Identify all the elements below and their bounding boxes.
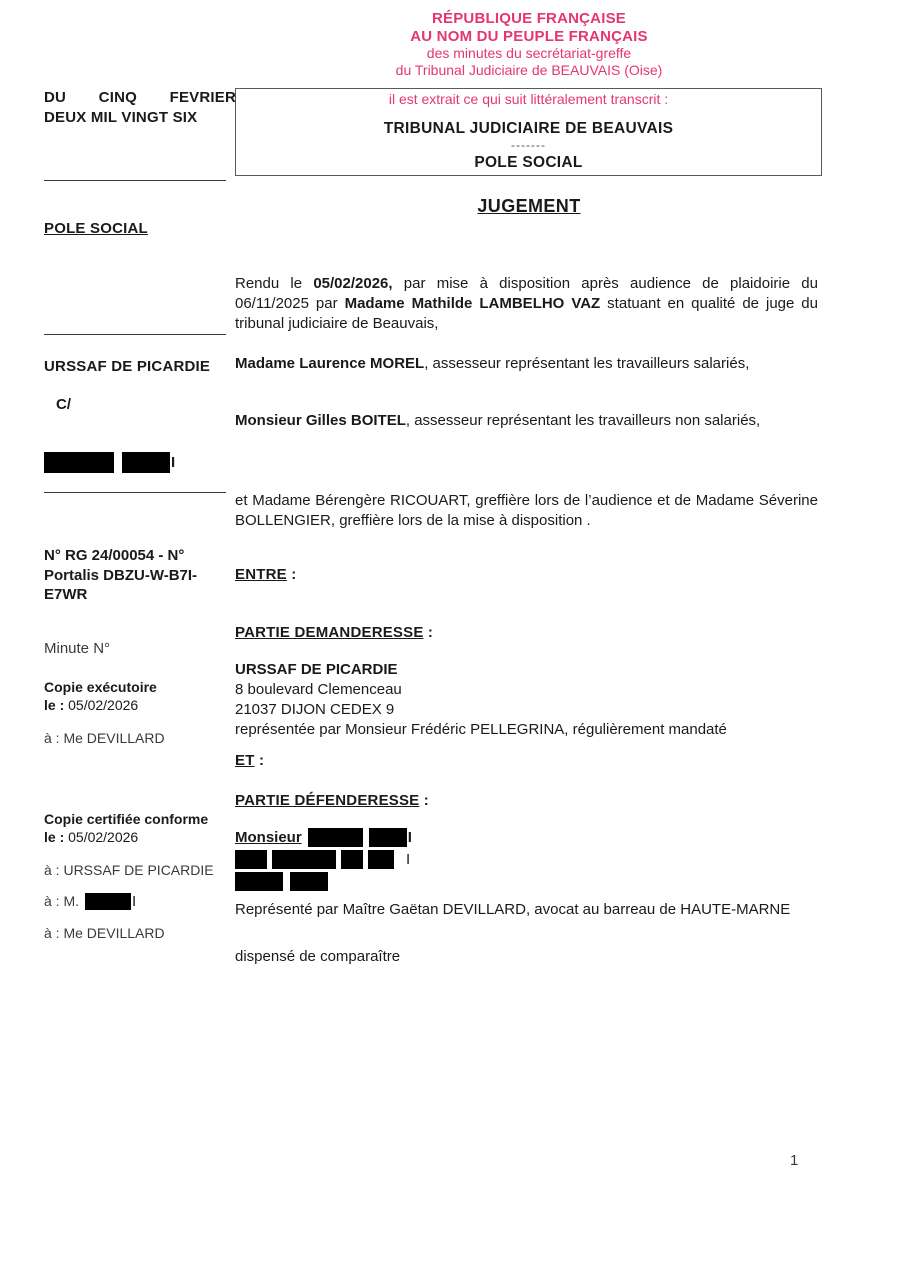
entre-colon: : <box>286 566 297 583</box>
demandeur-address-1: 8 boulevard Clemenceau <box>235 680 402 698</box>
copie-conforme-recipient-2 <box>44 893 244 910</box>
judgment-date-line1: DU CINQ FEVRIER <box>44 89 236 106</box>
defendeur-address-line-2 <box>235 870 818 892</box>
rendu-post: statuant en qualité de juge du tribunal judiciaire de Beauvais, <box>235 295 818 333</box>
et-label: ET <box>235 752 255 769</box>
redaction-tail-glyph: I <box>171 454 176 471</box>
judgment-date-line2: DEUX MIL VINGT SIX <box>44 108 198 126</box>
copie-executoire-title <box>44 678 244 715</box>
page-number: 1 <box>790 1152 799 1169</box>
redaction-tail-glyph: I <box>406 850 411 868</box>
margin-date-block <box>44 88 236 128</box>
stamp-line-tribunal: du Tribunal Judiciaire de BEAUVAIS (Oise) <box>395 61 663 78</box>
paragraph-rendu <box>235 274 818 334</box>
tribunal-separator: ------- <box>511 138 546 152</box>
redaction-bar <box>122 452 170 473</box>
rendu-date: 05/02/2026, <box>313 275 393 292</box>
stamp-line-extrait: il est extrait ce qui suit littéralement transcrit : <box>388 91 669 107</box>
redaction-bar <box>341 850 363 869</box>
copie-conforme-block <box>44 810 244 941</box>
redaction-bar <box>368 850 394 869</box>
assessor-1-name: Madame Laurence MOREL <box>235 355 425 372</box>
copie-executoire-recipient: à : Me DEVILLARD <box>44 729 165 746</box>
republique-stamp <box>235 10 823 78</box>
margin-pole-social: POLE SOCIAL <box>44 220 148 237</box>
copie-conforme-date-label: le : <box>44 829 69 846</box>
stamp-line-republique: RÉPUBLIQUE FRANÇAISE <box>431 10 626 27</box>
tribunal-title: TRIBUNAL JUDICIAIRE DE BEAUVAIS <box>383 120 674 137</box>
margin-versus: C/ <box>56 396 71 413</box>
redaction-bar <box>44 452 114 473</box>
block-demandeur <box>235 660 818 740</box>
margin-divider-2 <box>44 334 226 335</box>
copie-conforme-recipient-2-prefix: à : M. <box>44 893 80 910</box>
tribunal-subtitle: POLE SOCIAL <box>474 153 583 171</box>
redaction-bar <box>235 850 267 869</box>
assessor-2-role: , assesseur représentant les travailleurs non salariés, <box>405 412 761 429</box>
copie-executoire-date-label: le : <box>44 697 69 714</box>
defenderesse-label: PARTIE DÉFENDERESSE <box>235 792 420 809</box>
stamp-line-minutes: des minutes du secrétariat-greffe <box>426 45 632 62</box>
paragraph-assessor-2 <box>235 411 818 431</box>
redaction-bar <box>308 828 363 847</box>
copie-executoire-label: Copie exécutoire <box>44 679 157 695</box>
defendeur-name-line <box>235 826 818 848</box>
assessor-1-role: , assesseur représentant les travailleurs salariés, <box>424 355 750 372</box>
copie-executoire-block <box>44 678 244 746</box>
redaction-tail-glyph: I <box>132 892 137 910</box>
demanderesse-colon: : <box>423 624 434 641</box>
block-defendeur <box>235 826 818 892</box>
copie-executoire-date: 05/02/2026 <box>68 697 139 714</box>
paragraph-defendeur-avocat: Représenté par Maître Gaëtan DEVILLARD, avocat au barreau de HAUTE-MARNE <box>235 901 791 918</box>
redaction-bar <box>85 893 131 910</box>
copie-conforme-label: Copie certifiée conforme <box>44 811 209 827</box>
tribunal-box <box>235 88 822 176</box>
paragraph-dispense: dispensé de comparaître <box>235 948 401 965</box>
copie-conforme-recipient-1: à : URSSAF DE PICARDIE <box>44 861 214 878</box>
copie-conforme-date: 05/02/2026 <box>68 829 139 846</box>
demandeur-address-2: 21037 DIJON CEDEX 9 <box>235 700 395 718</box>
margin-party-urssaf: URSSAF DE PICARDIE <box>44 358 211 375</box>
margin-minute-number: Minute N° <box>44 640 111 657</box>
margin-case-number: N° RG 24/00054 - N° Portalis DBZU-W-B7I-E7WR <box>44 547 198 603</box>
heading-entre <box>235 566 296 583</box>
margin-divider-3 <box>44 492 226 493</box>
defendeur-title: Monsieur <box>235 828 302 846</box>
paragraph-assessor-1 <box>235 354 818 374</box>
defenderesse-colon: : <box>419 792 429 809</box>
document-body <box>235 196 823 965</box>
rendu-mid: par mise à disposition après audience de plaidoirie du 06/11/2025 par <box>235 275 818 313</box>
defendeur-address-line-1 <box>235 848 818 870</box>
paragraph-greffiers: et Madame Bérengère RICOUART, greffière lors de l’audience et de Madame Séverine BOLLENGIER, greffière lors de la mise à disposition . <box>235 492 818 530</box>
assessor-2-name: Monsieur Gilles BOITEL <box>235 412 406 429</box>
redaction-tail-glyph: I <box>407 828 412 846</box>
redaction-bar <box>369 828 407 847</box>
judgment-date <box>44 88 236 128</box>
demanderesse-label: PARTIE DEMANDERESSE <box>235 624 424 641</box>
redaction-bar <box>235 872 283 891</box>
copie-conforme-recipient-3: à : Me DEVILLARD <box>44 924 165 941</box>
margin-redacted-party <box>44 452 175 473</box>
judge-name: Madame Mathilde LAMBELHO VAZ <box>344 295 601 313</box>
stamp-line-peuple: AU NOM DU PEUPLE FRANÇAIS <box>410 27 648 45</box>
margin-divider-1 <box>44 180 226 181</box>
demandeur-name: URSSAF DE PICARDIE <box>235 661 398 678</box>
redaction-bar <box>290 872 328 891</box>
demandeur-representation: représentée par Monsieur Frédéric PELLEGRINA, régulièrement mandaté <box>235 720 727 738</box>
et-colon: : <box>254 752 265 769</box>
copie-conforme-title <box>44 810 244 847</box>
heading-partie-demanderesse <box>235 624 433 641</box>
heading-partie-defenderesse <box>235 792 429 809</box>
entre-label: ENTRE <box>235 566 287 583</box>
heading-et <box>235 752 264 769</box>
redaction-bar <box>272 850 336 869</box>
jugement-heading: JUGEMENT <box>477 196 581 216</box>
rendu-prefix: Rendu le <box>235 275 314 292</box>
